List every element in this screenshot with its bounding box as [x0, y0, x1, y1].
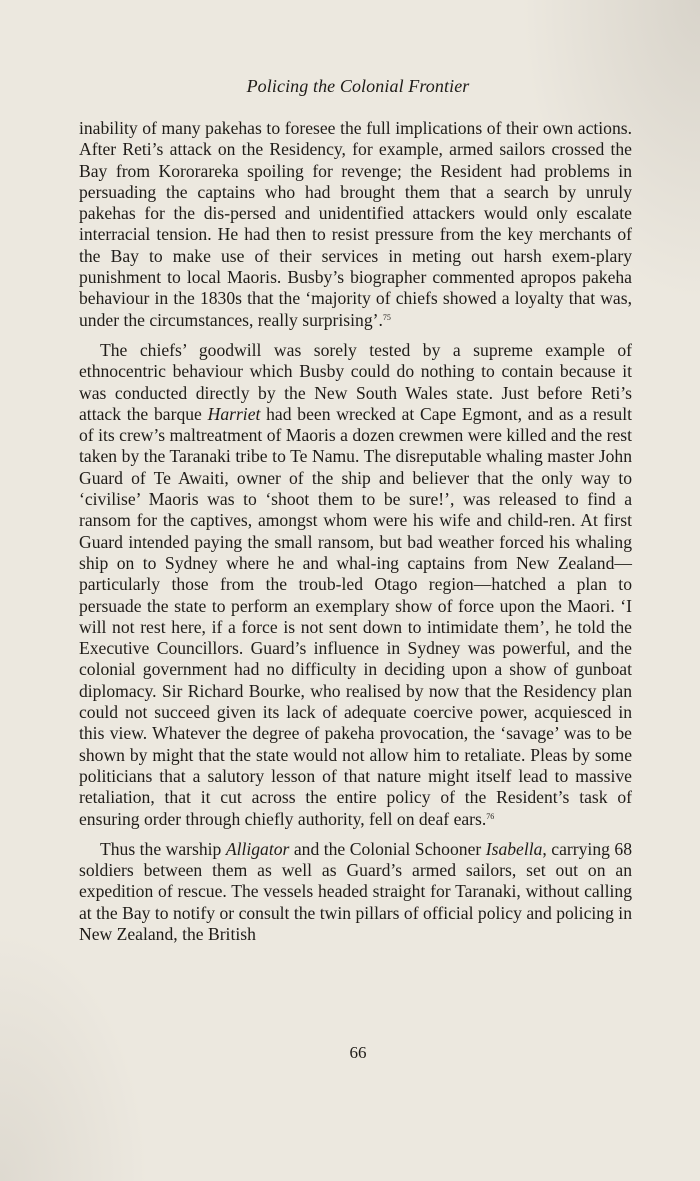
paragraph-3-text-a: Thus the warship — [100, 838, 226, 859]
ship-name-harriet: Harriet — [207, 403, 261, 424]
paragraph-2-text-a: The chiefs’ goodwill was sorely tested by a supreme example of ethnocentric behaviour which Busby could do nothing to contain because it was conducted directly by the New South Wales state. Just before Reti’s attack the barque — [79, 339, 632, 424]
paragraph-1-text: inability of many pakehas to foresee the full implications of their own actions. After Reti’s attack on the Residency, for example, armed sailors crossed the Bay from Kororareka spoiling for revenge; the Resident had problems in persuading the captains who had brought them that a search by unruly pakehas for the dis-persed and unidentified attackers would only escalate interracial tension. He had then to resist pressure from the key merchants of the Bay to make use of their services in meting out harsh exem-plary punishment to local Maoris. Busby’s biographer commented apropos pakeha behaviour in the 1830s that the ‘majority of chiefs showed a loyalty that was, under the circumstances, really surprising’. — [79, 118, 632, 330]
running-head: Policing the Colonial Frontier — [246, 76, 470, 96]
paragraph-3-text-b: and the Colonial Schooner — [289, 838, 486, 859]
footnote-ref-75: 75 — [382, 312, 391, 322]
body-text — [79, 118, 632, 945]
ship-name-isabella: Isabella — [485, 838, 543, 859]
footnote-ref-76: 76 — [486, 811, 495, 821]
paragraph-1 — [79, 118, 632, 331]
paragraph-3 — [79, 839, 632, 945]
page-number: 66 — [349, 1043, 367, 1062]
ship-name-alligator: Alligator — [225, 838, 290, 859]
paragraph-3-text-c: , carrying 68 soldiers between them as well as Guard’s armed sailors, set out on an expedition of rescue. The vessels headed straight for Taranaki, without calling at the Bay to notify or consult the twin pillars of official policy and policing in New Zealand, the British — [79, 838, 632, 944]
paragraph-2-text-b: had been wrecked at Cape Egmont, and as a result of its crew’s maltreatment of Maoris a dozen crewmen were killed and the rest taken by the Taranaki tribe to Te Namu. The disreputable whaling master John Guard of Te Awaiti, owner of the ship and believer that the only way to ‘civilise’ Maoris was to ‘shoot them to be sure!’, was released to find a ransom for the captives, amongst whom were his wife and child-ren. At first Guard intended paying the small ransom, but bad weather forced his whaling ship on to Sydney where he and whal-ing captains from New Zealand—particularly those from the troub-led Otago region—hatched a plan to persuade the state to perform an exemplary show of force upon the Maori. ‘I will not rest here, if a force is not sent down to intimidate them’, he told the Executive Councillors. Guard’s influence in Sydney was powerful, and the colonial government had no difficulty in deciding upon a show of gunboat diplomacy. Sir Richard Bourke, who realised by now that the Residency plan could not succeed given its lack of adequate coercive power, acquiesced in this view. Whatever the degree of pakeha provocation, the ‘savage’ was to be shown by might that the state would not allow him to retaliate. Pleas by some politicians that a salutory lesson of that nature might itself lead to massive retaliation, that it cut across the entire policy of the Resident’s task of ensuring order through chiefly authority, fell on deaf ears. — [79, 403, 632, 829]
paragraph-2 — [79, 340, 632, 830]
